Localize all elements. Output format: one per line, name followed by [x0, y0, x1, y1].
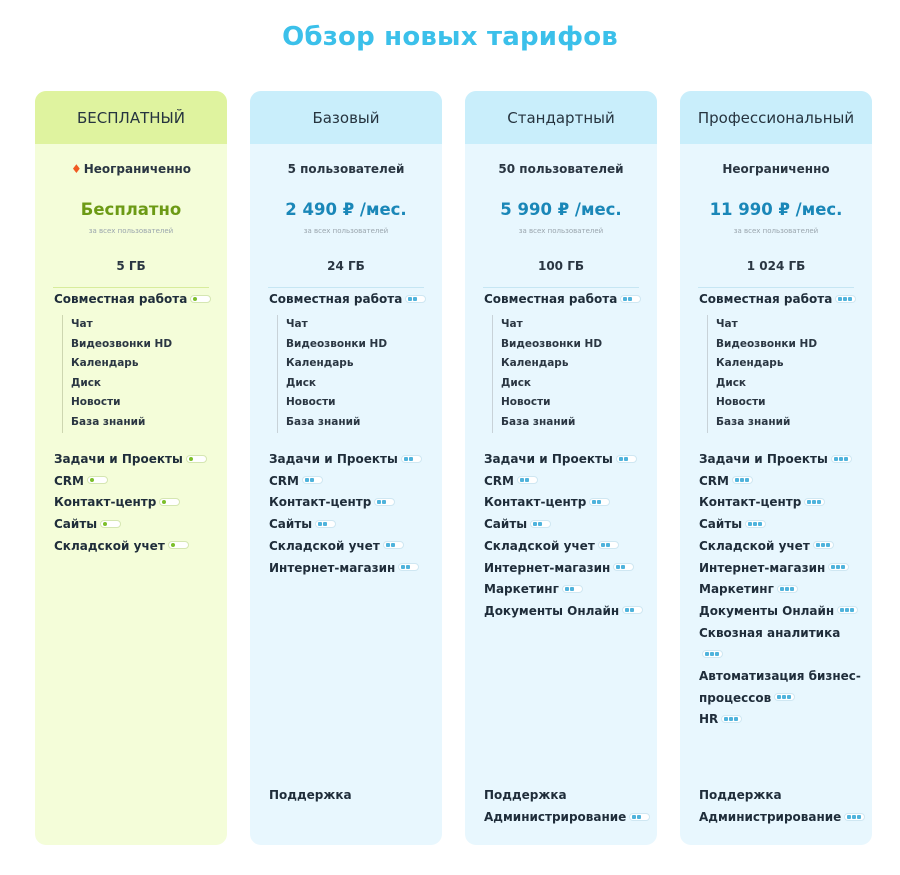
plan-users-text: 5 пользователей — [287, 162, 405, 176]
level-dot — [90, 478, 94, 482]
feature-level-toggle — [721, 715, 742, 723]
level-dot — [386, 543, 390, 547]
feature-item — [699, 601, 864, 623]
feature-label: Задачи и Проекты — [484, 452, 613, 466]
feature-level-toggle — [190, 295, 211, 303]
level-dot — [780, 587, 784, 591]
subitem: Диск — [501, 376, 532, 389]
feature-level-toggle — [398, 563, 419, 571]
feature-level-toggle — [702, 650, 723, 658]
level-dot — [171, 543, 175, 547]
level-dot — [831, 565, 835, 569]
level-dot — [838, 297, 842, 301]
feature-item — [699, 666, 864, 709]
toggle-dots — [171, 543, 175, 547]
feature-item — [54, 449, 219, 471]
toggle-dots — [162, 500, 166, 504]
level-dot — [391, 543, 395, 547]
plan-users-text: Неограниченно — [722, 162, 830, 176]
bottom-label: Поддержка — [484, 788, 567, 802]
plan-users — [35, 162, 227, 176]
feature-label: Задачи и Проекты — [54, 452, 183, 466]
feature-label: Контакт-центр — [699, 495, 802, 510]
plan-name: Профессиональный — [680, 91, 872, 144]
level-dot — [597, 500, 601, 504]
feature-item — [699, 514, 864, 536]
feature-item — [54, 492, 219, 514]
subitem: Календарь — [286, 357, 354, 370]
feature-item — [484, 492, 649, 514]
level-dot — [857, 815, 861, 819]
subitem: Чат — [71, 318, 93, 330]
feature-label: Задачи и Проекты — [699, 452, 828, 466]
toggle-dots — [780, 587, 794, 591]
feature-label: Автоматизация бизнес-процессов — [699, 669, 861, 705]
plan-users-text: Неограниченно — [83, 162, 192, 176]
feature-label: Складской учет — [269, 538, 380, 553]
level-dot — [632, 815, 636, 819]
feature-level-toggle — [813, 541, 834, 549]
plan-storage: 24 ГБ — [327, 259, 365, 273]
feature-item — [484, 558, 649, 580]
toggle-dots — [601, 543, 610, 547]
level-dot — [740, 478, 744, 482]
feature-item — [54, 514, 219, 536]
subitem: Новости — [501, 396, 551, 409]
feature-level-toggle — [828, 563, 849, 571]
plan-card-basic — [250, 91, 442, 845]
toggle-dots — [735, 478, 749, 482]
toggle-dots — [632, 815, 641, 819]
plan-card-free — [35, 91, 227, 845]
bottom-list — [269, 784, 439, 806]
bottom-list — [699, 784, 869, 828]
subitem: Диск — [71, 376, 102, 389]
subitem: Диск — [716, 376, 747, 389]
feature-label: CRM — [54, 473, 84, 488]
feature-item — [699, 709, 864, 731]
feature-item — [484, 601, 649, 623]
toggle-dots — [592, 500, 601, 504]
level-dot — [748, 522, 752, 526]
divider — [53, 287, 209, 288]
bottom-list — [484, 784, 654, 828]
level-dot — [785, 587, 789, 591]
toggle-dots — [831, 565, 845, 569]
level-dot — [816, 543, 820, 547]
plan-price: 5 990 ₽ /мес. — [500, 200, 622, 219]
feature-level-toggle — [302, 476, 323, 484]
feature-label: Складской учет — [699, 538, 810, 553]
divider — [698, 287, 854, 288]
subitem: База знаний — [716, 415, 791, 428]
toggle-dots — [838, 297, 852, 301]
level-dot — [724, 717, 728, 721]
feature-level-toggle — [405, 295, 426, 303]
plan-name: Базовый — [250, 91, 442, 144]
feature-item — [269, 558, 434, 580]
feature-item — [699, 558, 864, 580]
level-dot — [844, 457, 848, 461]
subitem: Календарь — [71, 357, 139, 370]
level-dot — [715, 652, 719, 656]
toggle-dots — [305, 478, 314, 482]
level-dot — [538, 522, 542, 526]
feature-label: Сквозная аналитика — [699, 625, 841, 640]
toggle-dots — [616, 565, 625, 569]
collaboration-title — [699, 292, 856, 306]
feature-label: Задачи и Проекты — [269, 452, 398, 466]
level-dot — [377, 500, 381, 504]
feature-label: Складской учет — [484, 538, 595, 553]
level-dot — [382, 500, 386, 504]
feature-level-toggle — [837, 606, 858, 614]
subitem: База знаний — [501, 415, 576, 428]
plan-storage: 5 ГБ — [116, 259, 146, 273]
feature-label: Сайты — [269, 517, 313, 532]
subitem: Календарь — [501, 357, 569, 370]
feature-level-toggle — [804, 498, 825, 506]
features-list — [484, 449, 649, 623]
level-dot — [310, 478, 314, 482]
feature-level-toggle — [732, 476, 753, 484]
feature-label: Контакт-центр — [269, 495, 372, 510]
bottom-label: Поддержка — [269, 788, 352, 802]
level-dot — [162, 500, 166, 504]
features-list — [699, 449, 864, 731]
divider — [268, 287, 424, 288]
feature-level-toggle — [401, 455, 422, 463]
bottom-item — [699, 784, 869, 806]
subitem: Календарь — [716, 357, 784, 370]
level-dot — [836, 565, 840, 569]
level-dot — [193, 297, 197, 301]
level-dot — [621, 565, 625, 569]
bottom-item — [269, 784, 439, 806]
bottom-label: Поддержка — [699, 788, 782, 802]
toggle-dots — [840, 608, 854, 612]
level-dot — [826, 543, 830, 547]
subitem: Видеозвонки HD — [501, 337, 603, 350]
feature-level-toggle — [383, 541, 404, 549]
feature-level-toggle — [186, 455, 207, 463]
collaboration-subitems — [62, 315, 172, 433]
plan-card-standard — [465, 91, 657, 845]
subitem: Чат — [501, 318, 523, 330]
feature-item — [269, 536, 434, 558]
plan-price: 11 990 ₽ /мес. — [709, 200, 843, 219]
feature-label: CRM — [484, 473, 514, 488]
feature-level-toggle — [745, 520, 766, 528]
feature-label: Интернет-магазин — [699, 560, 826, 575]
level-dot — [305, 478, 309, 482]
toggle-dots — [834, 457, 848, 461]
level-dot — [103, 522, 107, 526]
toggle-dots — [386, 543, 395, 547]
feature-item — [484, 449, 649, 471]
level-dot — [408, 297, 412, 301]
feature-label: Контакт-центр — [484, 495, 587, 510]
level-dot — [787, 695, 791, 699]
subitem: Чат — [286, 318, 308, 330]
subitem: База знаний — [71, 415, 146, 428]
toggle-dots — [103, 522, 107, 526]
feature-label: Сайты — [484, 517, 528, 532]
toggle-dots — [408, 297, 417, 301]
toggle-dots — [724, 717, 738, 721]
feature-level-toggle — [598, 541, 619, 549]
features-list — [54, 449, 219, 558]
level-dot — [637, 815, 641, 819]
feature-label: HR — [699, 712, 719, 727]
feature-item — [269, 471, 434, 493]
level-dot — [404, 457, 408, 461]
feature-item — [699, 471, 864, 493]
toggle-dots — [189, 457, 193, 461]
level-dot — [812, 500, 816, 504]
level-dot — [630, 608, 634, 612]
plan-storage: 1 024 ГБ — [746, 259, 806, 273]
feature-item — [269, 449, 434, 471]
level-dot — [592, 500, 596, 504]
subitem: Новости — [71, 396, 121, 409]
level-dot — [817, 500, 821, 504]
feature-item — [484, 471, 649, 493]
feature-level-toggle — [777, 585, 798, 593]
divider — [483, 287, 639, 288]
level-dot — [790, 587, 794, 591]
plan-price: 2 490 ₽ /мес. — [285, 200, 407, 219]
toggle-dots — [625, 608, 634, 612]
collaboration-subitems — [492, 315, 602, 433]
plan-users — [250, 162, 442, 176]
collaboration-title — [484, 292, 641, 306]
toggle-dots — [401, 565, 410, 569]
toggle-dots — [533, 522, 542, 526]
level-dot — [850, 608, 854, 612]
collaboration-label: Совместная работа — [699, 292, 833, 306]
feature-label: Интернет-магазин — [269, 560, 396, 575]
feature-level-toggle — [616, 455, 637, 463]
toggle-dots — [193, 297, 197, 301]
feature-level-toggle — [530, 520, 551, 528]
level-dot — [729, 717, 733, 721]
feature-item — [54, 471, 219, 493]
plans-grid — [35, 91, 871, 845]
feature-level-toggle — [831, 455, 852, 463]
level-dot — [848, 297, 852, 301]
level-dot — [533, 522, 537, 526]
feature-label: Документы Онлайн — [699, 603, 835, 618]
plan-card-professional — [680, 91, 872, 845]
plan-users — [680, 162, 872, 176]
bottom-label: Администрирование — [699, 810, 842, 824]
feature-item — [484, 579, 649, 601]
collaboration-label: Совместная работа — [269, 292, 403, 306]
feature-item — [699, 623, 864, 666]
collaboration-title — [54, 292, 211, 306]
collaboration-subitems — [707, 315, 817, 433]
bottom-item — [484, 806, 654, 828]
level-dot — [406, 565, 410, 569]
page-title: Обзор новых тарифов — [282, 22, 618, 52]
plan-users — [465, 162, 657, 176]
features-list — [269, 449, 434, 579]
collaboration-subitems — [277, 315, 387, 433]
feature-level-toggle — [774, 693, 795, 701]
level-dot — [616, 565, 620, 569]
level-dot — [409, 457, 413, 461]
price-note: за всех пользователей — [733, 227, 819, 235]
bottom-item — [484, 784, 654, 806]
toggle-dots — [705, 652, 719, 656]
feature-label: CRM — [699, 473, 729, 488]
feature-label: Документы Онлайн — [484, 603, 620, 618]
collaboration-label: Совместная работа — [54, 292, 188, 306]
toggle-dots — [777, 695, 791, 699]
toggle-dots — [377, 500, 386, 504]
level-dot — [525, 478, 529, 482]
toggle-dots — [565, 587, 574, 591]
plan-price: Бесплатно — [80, 200, 182, 219]
feature-level-toggle — [315, 520, 336, 528]
feature-level-toggle — [589, 498, 610, 506]
feature-item — [54, 536, 219, 558]
feature-item — [699, 536, 864, 558]
toggle-dots — [404, 457, 413, 461]
feature-level-toggle — [629, 813, 650, 821]
level-dot — [520, 478, 524, 482]
level-dot — [710, 652, 714, 656]
feature-level-toggle — [100, 520, 121, 528]
level-dot — [570, 587, 574, 591]
feature-item — [484, 536, 649, 558]
level-dot — [705, 652, 709, 656]
level-dot — [841, 565, 845, 569]
level-dot — [852, 815, 856, 819]
feature-label: Интернет-магазин — [484, 560, 611, 575]
level-dot — [623, 297, 627, 301]
plan-storage: 100 ГБ — [537, 259, 585, 273]
toggle-dots — [748, 522, 762, 526]
level-dot — [839, 457, 843, 461]
feature-level-toggle — [374, 498, 395, 506]
feature-item — [269, 514, 434, 536]
feature-label: Маркетинг — [699, 582, 774, 597]
level-dot — [565, 587, 569, 591]
toggle-dots — [318, 522, 327, 526]
feature-level-toggle — [622, 606, 643, 614]
toggle-dots — [619, 457, 628, 461]
plan-users-text: 50 пользователей — [498, 162, 624, 176]
level-dot — [777, 695, 781, 699]
toggle-dots — [623, 297, 632, 301]
level-dot — [843, 297, 847, 301]
subitem: Видеозвонки HD — [716, 337, 818, 350]
toggle-dots — [90, 478, 94, 482]
toggle-dots — [520, 478, 529, 482]
subitem: Видеозвонки HD — [286, 337, 388, 350]
feature-label: CRM — [269, 473, 299, 488]
toggle-dots — [807, 500, 821, 504]
feature-level-toggle — [835, 295, 856, 303]
feature-item — [269, 492, 434, 514]
price-note: за всех пользователей — [518, 227, 604, 235]
level-dot — [401, 565, 405, 569]
bottom-item — [699, 806, 869, 828]
level-dot — [840, 608, 844, 612]
feature-level-toggle — [517, 476, 538, 484]
feature-level-toggle — [168, 541, 189, 549]
feature-item — [699, 492, 864, 514]
level-dot — [847, 815, 851, 819]
level-dot — [628, 297, 632, 301]
feature-level-toggle — [613, 563, 634, 571]
level-dot — [601, 543, 605, 547]
level-dot — [821, 543, 825, 547]
level-dot — [845, 608, 849, 612]
toggle-dots — [847, 815, 861, 819]
subitem: Новости — [286, 396, 336, 409]
level-dot — [745, 478, 749, 482]
collaboration-label: Совместная работа — [484, 292, 618, 306]
level-dot — [189, 457, 193, 461]
subitem: Новости — [716, 396, 766, 409]
level-dot — [625, 608, 629, 612]
feature-label: Сайты — [699, 517, 743, 532]
level-dot — [606, 543, 610, 547]
feature-level-toggle — [159, 498, 180, 506]
level-dot — [323, 522, 327, 526]
feature-level-toggle — [620, 295, 641, 303]
level-dot — [735, 478, 739, 482]
feature-label: Складской учет — [54, 538, 165, 553]
price-note: за всех пользователей — [88, 227, 174, 235]
toggle-dots — [816, 543, 830, 547]
price-note: за всех пользователей — [303, 227, 389, 235]
feature-item — [484, 514, 649, 536]
feature-level-toggle — [87, 476, 108, 484]
level-dot — [782, 695, 786, 699]
subitem: Чат — [716, 318, 738, 330]
plan-name: БЕСПЛАТНЫЙ — [35, 91, 227, 144]
level-dot — [624, 457, 628, 461]
subitem: Диск — [286, 376, 317, 389]
feature-item — [699, 579, 864, 601]
collaboration-title — [269, 292, 426, 306]
feature-label: Сайты — [54, 517, 98, 532]
feature-item — [699, 449, 864, 471]
plan-name: Стандартный — [465, 91, 657, 144]
feature-level-toggle — [562, 585, 583, 593]
feature-level-toggle — [844, 813, 865, 821]
level-dot — [734, 717, 738, 721]
level-dot — [834, 457, 838, 461]
fire-icon: ♦ — [70, 162, 82, 176]
level-dot — [619, 457, 623, 461]
level-dot — [758, 522, 762, 526]
bottom-label: Администрирование — [484, 810, 627, 824]
subitem: База знаний — [286, 415, 361, 428]
level-dot — [753, 522, 757, 526]
feature-label: Контакт-центр — [54, 495, 157, 510]
level-dot — [807, 500, 811, 504]
feature-label: Маркетинг — [484, 582, 559, 597]
level-dot — [413, 297, 417, 301]
level-dot — [318, 522, 322, 526]
subitem: Видеозвонки HD — [71, 337, 173, 350]
